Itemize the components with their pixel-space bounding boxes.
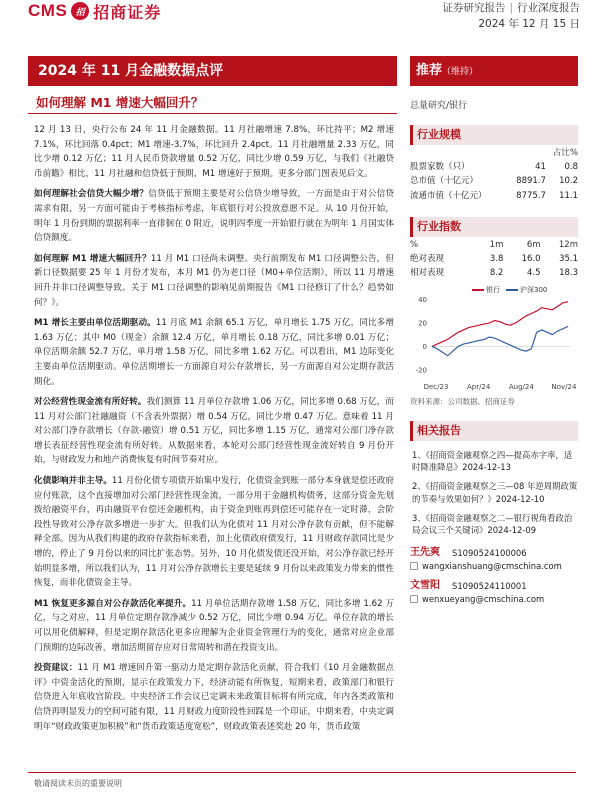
section-industry-scale: 行业规模 [410, 125, 578, 145]
paragraph-lead: 如何理解社会信贷大幅少增？ [34, 189, 149, 200]
footer-note: 敬请阅读末页的重要说明 [34, 779, 122, 788]
x-tick-label: Aug/24 [508, 382, 534, 391]
related-reports [410, 449, 578, 538]
legend-label: 沪深300 [520, 285, 548, 294]
report-type-line: 证券研究报告 | 行业深度报告 [442, 2, 580, 14]
row-label: 流通市值（十亿元） [410, 190, 487, 201]
x-tick-label: Apr/24 [466, 382, 491, 391]
table-row [410, 189, 578, 204]
header-cell [410, 147, 508, 160]
table-row [410, 266, 578, 281]
body-paragraph: 如何理解 M1 增速大幅回升？11 月 M1 口径尚未调整。央行前期发布 M1 口径调整公告，但新口径数据要 25 年 1 月份才发布，本月 M1 仍为老口径（M0+单位活期），所以 11 月增速回升并非口径调整导致。关于 M1 口径调整的影响见前期报告《M1 口径修订了什么？趋势如何？》。 [34, 253, 394, 308]
report-type: 证券研究报告 [442, 2, 506, 14]
analyst-block [410, 547, 578, 572]
series-line [432, 301, 568, 346]
analyst-name: 王先爽 [410, 547, 440, 559]
body-paragraph: M1 恢复更多源自对公存款活化率提升。11 月单位活期存款增 1.58 万亿，同比多增 1.62 万亿，与之对应，11 月单位定期存款净减少 0.52 万亿，同比少增 0.94 万亿。单位存款的增长可以用化债解释，但是定期存款活化更多应理解为企业资金管理行为的变化，通常对应企业部门预期的边际改善，增加活期留存应对日常周转和潜在投资支出。 [34, 598, 394, 653]
table-row [410, 174, 578, 189]
analyst-cert: S1090524110001 [452, 581, 527, 592]
legend-swatch [472, 289, 484, 291]
chart-source: 资料来源：公司数据、招商证券 [410, 396, 515, 406]
company-logo [28, 0, 161, 22]
table-header-row [410, 147, 578, 160]
row-value: 16.0 [521, 253, 541, 264]
logo-text-cn: 招商证券 [93, 2, 162, 22]
report-subtype: 行业深度报告 [517, 2, 580, 14]
row-label: 股票家数（只） [410, 161, 470, 172]
row-value: 41 [535, 161, 546, 172]
y-tick-label: -20 [415, 365, 427, 374]
y-tick-label: 20 [418, 318, 427, 327]
report-title: 2024 年 11 月金融数据点评 [28, 56, 397, 86]
index-table [410, 239, 578, 281]
body-paragraph: 投资建议：11 月 M1 增速回升第一驱动力是定期存款活化贡献，符合我们《10 月金融数据点评》中资金活化的预期，显示在政策发力下，经济动能有所恢复，短期来看，政策部门和银行信贷进入年底收官阶段。中央经济工作会议已定调未来政策目标将有所完成，年内各类政策和信贷再明显发力的空间可能有限，11 月财政力度阶段性回踩是一个印证，中期来看，中央定调明年“财政政策更加积极”和“货币政策适度宽松”，财政政策表述奖赴 20 年，货币政策 [34, 663, 394, 732]
table-row [410, 160, 578, 175]
main-body [34, 123, 394, 740]
logo-mark-icon: 招 [71, 2, 89, 20]
section-industry-index: 行业指数 [410, 217, 578, 237]
row-pct: 0.8 [564, 161, 578, 172]
email-icon [410, 562, 418, 570]
report-date: 2024 年 12 月 15 日 [478, 18, 580, 30]
row-label: 总市值（十亿元） [410, 176, 479, 186]
header-cell: 12m [558, 240, 578, 250]
body-paragraph: M1 增长主要由单位活期驱动。11 月底 M1 余额 65.1 万亿，单月增长 1.75 万亿，同比多增 1.63 万亿；其中 M0（现金）余额 12.4 万亿，单月增长 0.18 万亿，同比多增 0.01 万亿；单位活期余额 52.7 万亿，单月增 1.58 万亿，同比多增 1.62 万亿。可以看出，M1 边际变化主要由单位活期驱动。单位活期增长一方面源自对公存款增长，另一方面源自对公定期存款活期化。 [34, 318, 394, 387]
paragraph-lead: 对公经营性现金流有所好转。 [34, 397, 147, 408]
row-value: 3.8 [489, 253, 504, 264]
x-tick-label: Dec/23 [423, 382, 449, 391]
y-tick-label: 0 [422, 342, 427, 351]
rating-sub: （维持） [442, 67, 479, 77]
row-value: 18.3 [559, 268, 578, 278]
x-tick-label: Nov/24 [551, 382, 577, 391]
rating-bar [410, 56, 578, 86]
row-label: 绝对表现 [410, 253, 445, 264]
sidebar [410, 56, 578, 613]
chart-legend [472, 285, 547, 295]
analyst-info [410, 547, 578, 605]
header-cell: 占比% [552, 148, 578, 158]
y-tick-label: 40 [418, 295, 427, 304]
rating-label: 推荐 [416, 63, 443, 78]
scale-table [410, 147, 578, 203]
email-icon [410, 595, 418, 603]
logo-text-en: CMS [28, 1, 68, 20]
legend-item [506, 285, 547, 295]
industry-label: 总量研究/银行 [410, 101, 468, 111]
row-value: 8.2 [489, 268, 504, 278]
report-link[interactable]: 2、《招商资金融观察之三—08 年逆周期政策的节奏与效果如何？》2024-12-10 [412, 481, 578, 504]
analyst-cert: S1090524100006 [452, 548, 527, 559]
row-pct: 10.2 [559, 176, 578, 186]
header-cell: % [410, 240, 419, 250]
row-value: 8891.7 [516, 176, 546, 186]
index-chart [410, 285, 578, 395]
report-link[interactable]: 3、《招商资金融观察之二—银行视角看政治局会议三个关键词》2024-12-09 [412, 512, 573, 536]
row-value: 8775.7 [516, 190, 546, 201]
row-label: 相对表现 [410, 268, 445, 278]
analyst-email[interactable]: wangxianshuang@cmschina.com [422, 560, 562, 571]
row-value: 4.5 [527, 268, 541, 278]
footer-divider [28, 772, 576, 773]
header-cell: 1m [489, 240, 504, 250]
paragraph-lead: 如何理解 M1 增速大幅回升？ [34, 253, 151, 264]
analyst-block [410, 580, 578, 605]
report-link[interactable]: 1、《招商资金融观察之四—提高赤字率，适时降准降息》2024-12-13 [412, 449, 573, 473]
section-related-reports: 相关报告 [410, 421, 578, 441]
analyst-email[interactable]: wenxueyang@cmschina.com [422, 593, 545, 604]
row-value: 35.1 [559, 253, 578, 264]
legend-item [472, 285, 500, 295]
title-divider [28, 113, 397, 114]
table-row [410, 252, 578, 267]
body-paragraph: 12 月 13 日，央行公布 24 年 11 月金融数据。11 月社融增速 7.8%，环比持平；M2 增速 7.1%，环比回落 0.4pct；M1 增速-3.7%，环比回升 2.4pct。11 月社融增量 2.33 万亿，同比少增 0.12 万亿；11 月人民币贷款增量 0.52 万亿，同比少增 0.59 万亿，与我们《社融贷币前瞻》相比，11 月社融和信贷低于预期，M1 增速好于预期。更多分部门图表见后文。 [34, 125, 394, 179]
legend-label: 银行 [486, 285, 500, 294]
report-subtitle: 如何理解 M1 增速大幅回升？ [36, 95, 204, 110]
body-paragraph: 如何理解社会信贷大幅少增？信贷低于预期主要是对公信贷少增导致，一方面是由于对公信贷需求有限，另一方面可能由于考核指标考虑，年底银行对公投放意愿不足。从 10 月份开始，明年 1 月份到期的票据利率一直徘徊在 0 附近，说明四季度一开始银行就在为明年 1 月国实体信贷额度。 [34, 189, 394, 244]
paragraph-lead: M1 恢复更多源自对公存款活化率提升。 [34, 598, 192, 609]
row-pct: 11.1 [559, 190, 578, 201]
chart-svg [410, 285, 578, 395]
header-cell: 6m [526, 240, 541, 250]
legend-swatch [506, 289, 518, 291]
paragraph-lead: 化债影响并非主导。 [34, 476, 112, 487]
table-header-row [410, 239, 578, 252]
header-meta [442, 0, 580, 32]
analyst-name: 文雪阳 [410, 580, 440, 592]
series-line [432, 326, 568, 355]
body-paragraph: 对公经营性现金流有所好转。我们测算 11 月单位存款增 1.06 万亿，同比多增 0.68 万亿，而 11 月对公部门社融融资（不含表外票据）增 0.54 万亿，同比少增 0.47 万亿。意味着 11 月对公部门净存款增长（存款-融资）增 0.51 万亿，同比多增 1.15 万亿，通常对公部门净存款增长表征经营性现金流有所好转。从数据来看，本轮对公部门经营性现金流好转自 9 月份开始，与财政发力和地产消费恢复有时间节奏对应。 [34, 397, 394, 466]
body-paragraph: 化债影响并非主导。11 月份化债专项债开始集中发行，化债资金到账一部分本身就是偿还政府应付账款，这个直接增加对公部门经营性现金流，一部分用于金融机构债务，这部分资金先划拨给融资平台，再由融资平台偿还金融机构，由于资金到账再到偿还可能存在一定时滞，会阶段性导致对公净存款多增进一步扩大。但我们认为化债对 11 月对公净存款有贡献，但不能解释全部。因为从我们构建的政府存款指标来看，加上化债政府债发行，11 月财政存款同比是少增的，停止了 9 月份以来的同比扩张态势。另外，10 月化债发债还没开始，对公净存款已经开始明显多增，所以我们认为，11 月对公净存款增长主要是延续 9 月份以来政策发力带来的惯性恢复，而非化债资金主导。 [34, 476, 394, 589]
header-cell [508, 147, 546, 160]
paragraph-lead: 投资建议： [34, 663, 78, 674]
paragraph-lead: M1 增长主要由单位活期驱动。 [34, 318, 156, 329]
